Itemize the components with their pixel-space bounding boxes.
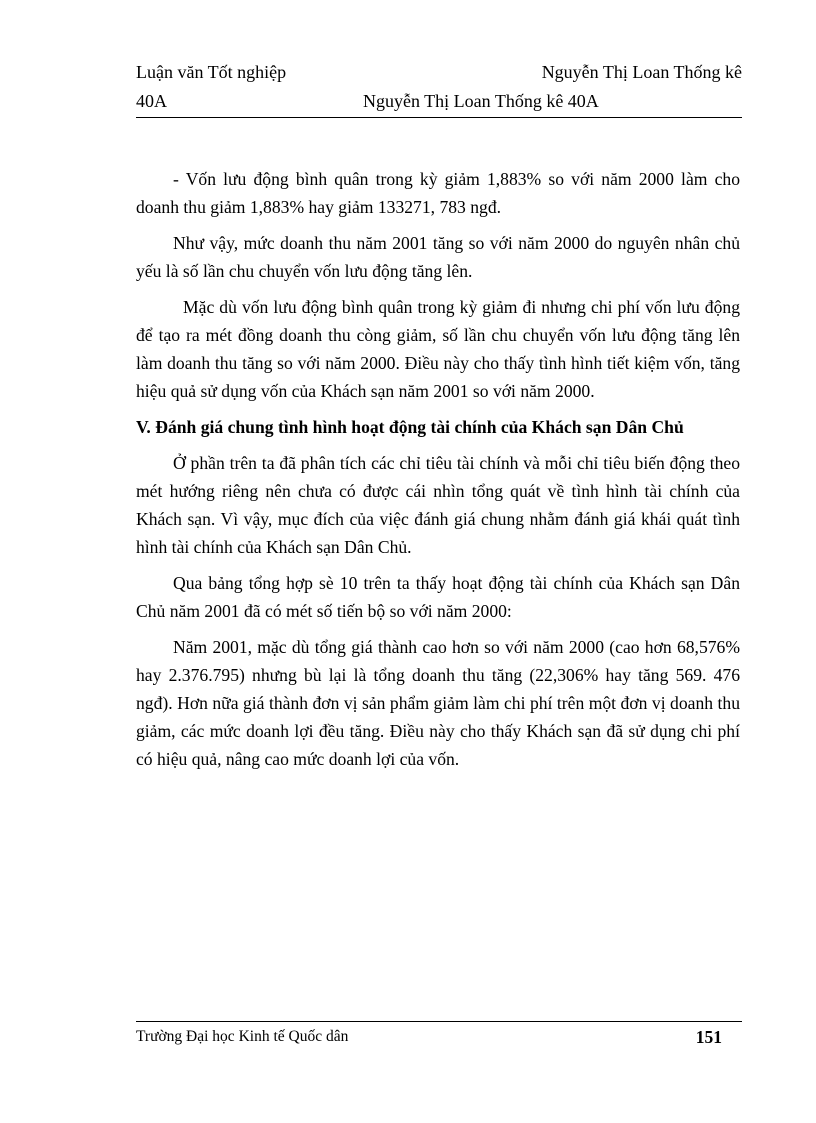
page-number: 151 [695, 1027, 722, 1047]
section-heading: V. Đánh giá chung tình hình hoạt động tài chính của Khách sạn Dân Chủ [136, 417, 684, 437]
paragraph-revenue-conclusion: Như vậy, mức doanh thu năm 2001 tăng so với năm 2000 do nguyên nhân chủ yếu là số lần chu chuyển vốn lưu động tăng lên. [136, 233, 740, 281]
page-header [136, 58, 742, 116]
paragraph-summary-table: Qua bảng tổng hợp sè 10 trên ta thấy hoạt động tài chính của Khách sạn Dân Chủ năm 2001 đã có mét số tiến bộ so với năm 2000: [136, 573, 740, 621]
header-class: 40A [136, 91, 167, 111]
header-thesis-title: Luận văn Tốt nghiệp [136, 62, 287, 82]
page-footer [136, 1025, 722, 1049]
header-row-2 [136, 87, 742, 116]
header-row-1 [136, 58, 742, 87]
header-author-class: Nguyễn Thị Loan Thống kê 40A [363, 91, 599, 111]
footer-divider [136, 1021, 742, 1022]
paragraph-capital-efficiency: Mặc dù vốn lưu động bình quân trong kỳ giảm đi nhưng chi phí vốn lưu động để tạo ra mét đồng doanh thu còng giảm, số lần chu chuyển vốn lưu động tăng lên làm doanh thu tăng so với năm 2000. Điều này cho thấy tình hình tiết kiệm vốn, tăng hiệu quả sử dụng vốn của Khách sạn năm 2001 so với năm 2000. [136, 297, 740, 401]
header-divider [136, 117, 742, 118]
paragraph-2001-results: Năm 2001, mặc dù tổng giá thành cao hơn so với năm 2000 (cao hơn 68,576% hay 2.376.795) nhưng bù lại là tổng doanh thu tăng (22,306% hay tăng 569. 476 ngđ). Hơn nữa giá thành đơn vị sản phẩm giảm làm chi phí trên một đơn vị doanh thu giảm, các mức doanh lợi đều tăng. Điều này cho thấy Khách sạn đã sử dụng chi phí có hiệu quả, nâng cao mức doanh lợi của vốn. [136, 637, 740, 769]
paragraph-overview: Ở phần trên ta đã phân tích các chỉ tiêu tài chính và mỗi chỉ tiêu biến động theo mét hướng riêng nên chưa có được cái nhìn tổng quát về tình hình tài chính của Khách sạn. Vì vậy, mục đích của việc đánh giá chung nhằm đánh giá khái quát tình hình tài chính của Khách sạn Dân Chủ. [136, 453, 740, 557]
paragraph-working-capital: - Vốn lưu động bình quân trong kỳ giảm 1,883% so với năm 2000 làm cho doanh thu giảm 1,883% hay giảm 133271, 783 ngđ. [136, 169, 740, 217]
footer-institution: Trường Đại học Kinh tế Quốc dân [136, 1028, 349, 1045]
header-author: Nguyễn Thị Loan Thống kê [541, 62, 742, 82]
document-body [136, 165, 740, 781]
